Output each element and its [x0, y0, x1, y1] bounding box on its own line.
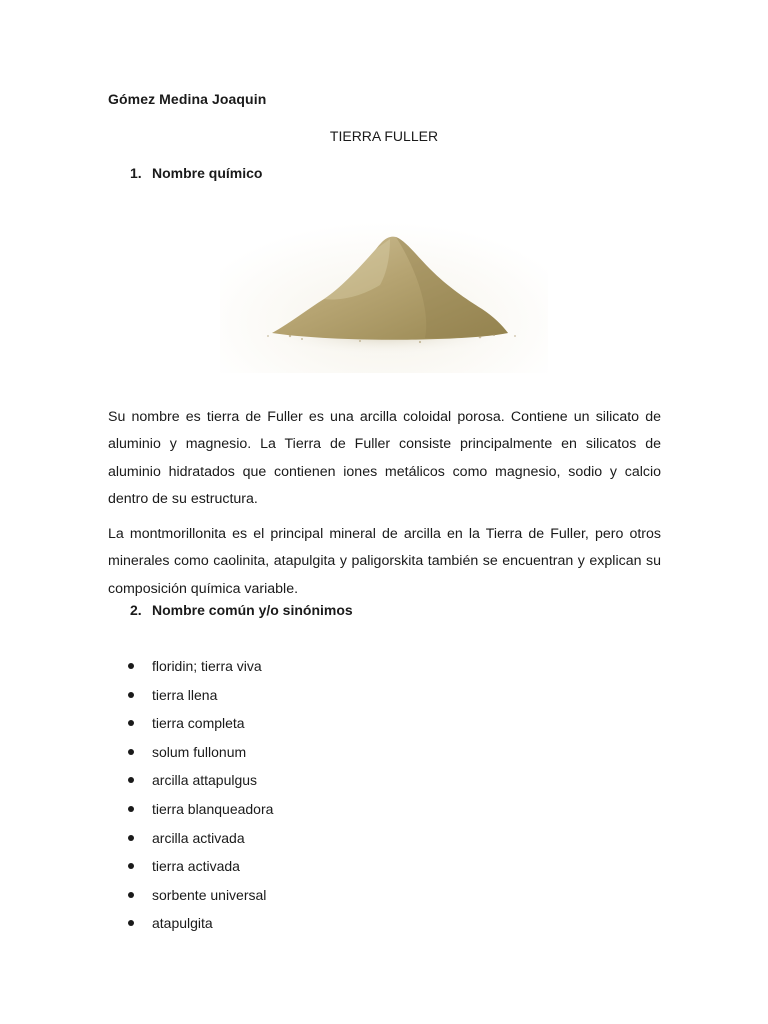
bullet-icon	[128, 777, 134, 783]
section-number: 1.	[130, 165, 142, 181]
list-item-text: tierra completa	[152, 715, 245, 732]
section-number: 2.	[130, 602, 142, 618]
section-title: Nombre químico	[152, 165, 263, 181]
list-item-text: tierra blanqueadora	[152, 800, 274, 817]
list-item	[126, 909, 273, 938]
section-title: Nombre común y/o sinónimos	[152, 602, 353, 618]
list-item	[126, 795, 273, 824]
list-item-text: sorbente universal	[152, 886, 267, 903]
paragraph-montmorillonite: La montmorillonita es el principal mineral de arcilla en la Tierra de Fuller, pero otros minerales como caolinita, atapulgita y paligorskita también se encuentran y explican su composición química variable.	[108, 526, 661, 597]
author-name: Gómez Medina Joaquin	[108, 91, 267, 107]
fullers-earth-powder-image	[220, 205, 548, 373]
bullet-icon	[128, 692, 134, 698]
bullet-icon	[128, 835, 134, 841]
bullet-icon	[128, 863, 134, 869]
list-item	[126, 881, 273, 910]
list-item-text: tierra activada	[152, 858, 240, 875]
document-title: TIERRA FULLER	[329, 128, 439, 144]
list-item-text: tierra llena	[152, 686, 218, 703]
section-heading-chemical-name	[130, 165, 262, 181]
bullet-icon	[128, 920, 134, 926]
list-item-text: floridin; tierra viva	[152, 658, 262, 674]
paragraph-description: Su nombre es tierra de Fuller es una arcilla coloidal porosa. Contiene un silicato de aluminio y magnesio. La Tierra de Fuller consiste principalmente en silicatos de aluminio hidratados que contienen iones metálicos como magnesio, sodio y calcio dentro de su estructura.	[108, 409, 661, 508]
list-item-text: atapulgita	[152, 915, 213, 932]
bullet-icon	[128, 749, 134, 755]
section-heading-common-names	[130, 602, 353, 618]
list-item-text: solum fullonum	[152, 743, 247, 760]
synonyms-list	[126, 652, 273, 938]
bullet-icon	[128, 892, 134, 898]
bullet-icon	[128, 806, 134, 812]
bullet-icon	[128, 720, 134, 726]
list-item	[126, 652, 273, 681]
bullet-icon	[128, 663, 134, 669]
list-item	[126, 681, 273, 710]
list-item	[126, 766, 273, 795]
list-item-text: arcilla attapulgus	[152, 772, 258, 789]
list-item	[126, 738, 273, 767]
list-item	[126, 709, 273, 738]
list-item	[126, 824, 273, 853]
list-item	[126, 852, 273, 881]
list-item-text: arcilla activada	[152, 829, 245, 846]
